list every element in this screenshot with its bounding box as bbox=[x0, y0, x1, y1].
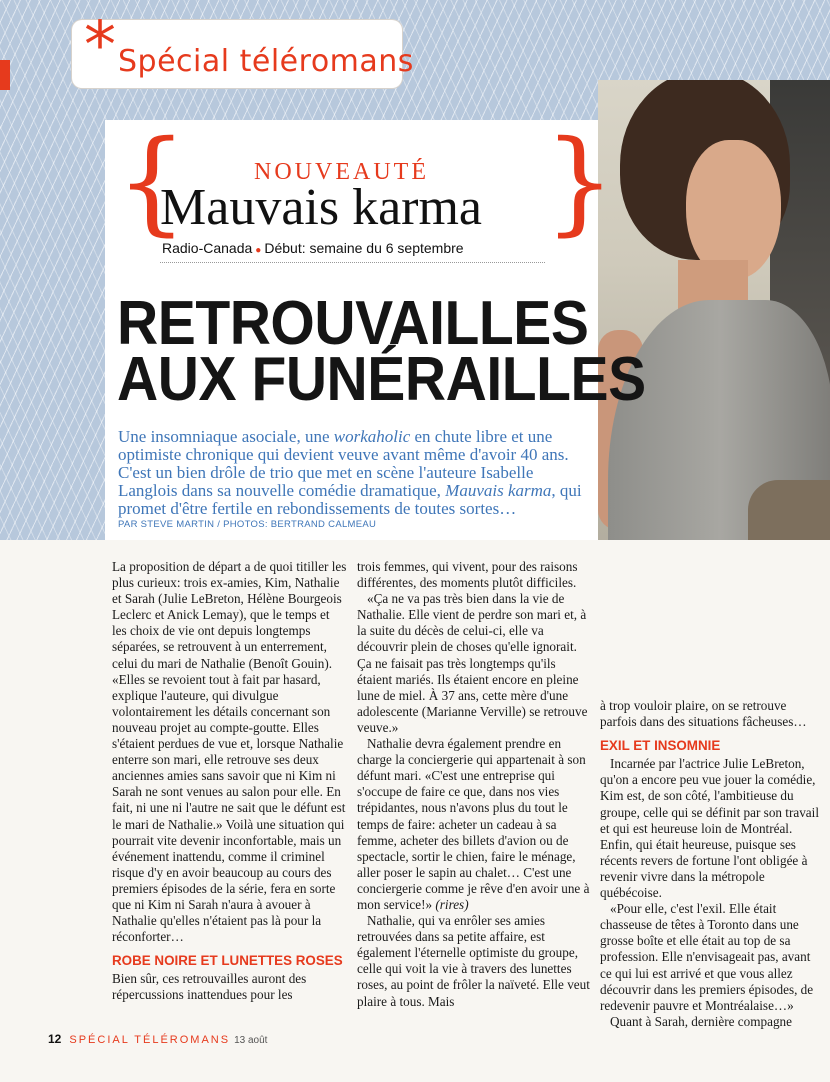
broadcast-info bbox=[162, 240, 464, 256]
paragraph: trois femmes, qui vivent, pour des raisons différentes, des moments plutôt difficiles. bbox=[357, 559, 578, 591]
paragraph: Nathalie devra également prendre en charge la conciergerie qui appartenait à son défunt mari. «C'est une entreprise qui s'occupe de faire ce que, dans nos vies trépidantes, nous n'avons plus du tout le temps de faire: acheter un cadeau à sa femme, acheter des billets d'avion ou de spectacle, sortir le chien, faire le ménage, aller poser le sapin au chalet… C'est une conciergerie comme je rêve d'en avoir une à mon service!» (rires) bbox=[357, 736, 590, 912]
paragraph: Quant à Sarah, dernière compagne bbox=[610, 1013, 792, 1029]
text-column-2 bbox=[357, 559, 590, 1010]
paragraph: «Ça ne va pas très bien dans la vie de Nathalie. Elle vient de perdre son mari et, à la suite du décès de celui-ci, elle va découvrir plein de choses qu'elle ignorait. Ça ne faisait pas très longtemps qu'ils étaient mariés. Ils étaient encore en pleine lune de miel. À 37 ans, cette mère d'une adolescente (Marianne Verville) se retrouve veuve.» bbox=[357, 591, 588, 735]
section-title: Spécial téléromans bbox=[118, 44, 414, 79]
paragraph: Incarnée par l'actrice Julie LeBreton, qu'on a encore peu vue jouer la comédie, Kim est, de son côté, l'ambitieuse du groupe, celle qui se définit par son travail et qui est heureuse loin de Montréal. Enfin, qui était heureuse, puisque ses récents revers de fortune l'ont obligée à revenir vivre dans la métropole québécoise. bbox=[600, 756, 819, 901]
text-column-1 bbox=[112, 559, 347, 1004]
headline bbox=[117, 289, 646, 414]
headline-line-1: RETROUVAILLES bbox=[117, 289, 589, 358]
lede: Une insomniaque asociale, une workaholic en chute libre et une optimiste chronique qui devient veuve avant même d'avoir 40 ans. C'est un bien drôle de trio que met en scène l'auteure Isabelle Langlois dans sa nouvelle comédie dramatique, Mauvais karma, qui promet d'être fertile en rebondissements de toutes sortes… bbox=[118, 427, 582, 518]
kicker: NOUVEAUTÉ bbox=[254, 159, 429, 185]
issue-date: 13 août bbox=[234, 1035, 268, 1046]
text-column-3 bbox=[600, 698, 820, 1030]
paragraph: Bien sûr, ces retrouvailles auront des répercussions inattendues pour les bbox=[112, 971, 307, 1003]
page-footer bbox=[48, 1032, 267, 1046]
paragraph: «Pour elle, c'est l'exil. Elle était chasseuse de têtes à Toronto dans une grosse boîte et elle était au top de sa profession. Elle n'envisageait pas, avant ce qui lui est arrivé et que vous allez découvrir dans les premiers épisodes, de redevenir pauvre et Montréalaise…» bbox=[600, 901, 814, 1013]
bullet-icon: ● bbox=[255, 245, 262, 256]
magazine-name: SPÉCIAL TÉLÉROMANS bbox=[69, 1034, 231, 1046]
network: Radio-Canada bbox=[162, 240, 253, 256]
divider bbox=[160, 262, 545, 263]
left-brace-icon: { bbox=[116, 117, 188, 247]
edge-marker bbox=[0, 60, 10, 90]
paragraph: La proposition de départ a de quoi titiller les plus curieux: trois ex-amies, Kim, Nathalie et Sarah (Julie LeBreton, Hélène Bourgeois Leclerc et Anick Lemay), que le temps et les choix de vie ont depuis longtemps séparées, se retrouvent à un enterrement, celui du mari de Nathalie (Benoît Gouin). «Elles se revoient tout à fait par hasard, explique l'auteure, qui divulgue volontairement les détails concernant son nouveau projet au compte-goutte. Elles s'étaient perdues de vue et, lorsque Nathalie enterre son mari, elle retrouve ses deux anciennes amies sans savoir que ni Kim ni Sarah ne sont venues au salon pour elle. En fait, ni une ni l'autre ne sait que le défunt est le mari de Nathalie.» Voilà une situation qui pourrait vite devenir inconfortable, mais un événement inattendu, comme il criminel risque d'y en avoir beaucoup au cours des premiers épisodes de la série, fera en sorte que ni Kim ni Sarah n'aura à avouer à Nathalie qu'elles n'étaient pas là pour la réconforter… bbox=[112, 559, 347, 945]
paragraph: à trop vouloir plaire, on se retrouve parfois dans des situations fâcheuses… bbox=[600, 698, 807, 730]
subheading: ROBE NOIRE ET LUNETTES ROSES bbox=[112, 953, 343, 969]
paragraph: Nathalie, qui va enrôler ses amies retrouvées dans sa petite affaire, est également l'éternelle optimiste du groupe, celle qui voit la vie à travers des lunettes roses, au point de frôler la naïveté. Elle veut plaire à tous. Mais bbox=[357, 913, 590, 1009]
byline: PAR STEVE MARTIN / PHOTOS: BERTRAND CALMEAU bbox=[118, 519, 377, 530]
page-number: 12 bbox=[48, 1032, 62, 1046]
asterisk-icon: * bbox=[84, 9, 116, 83]
subheading: EXIL ET INSOMNIE bbox=[600, 738, 721, 754]
show-title: Mauvais karma bbox=[160, 179, 483, 236]
debut-date: Début: semaine du 6 septembre bbox=[264, 240, 464, 256]
right-brace-icon: } bbox=[544, 117, 616, 247]
headline-line-2: AUX FUNÉRAILLES bbox=[117, 345, 646, 414]
